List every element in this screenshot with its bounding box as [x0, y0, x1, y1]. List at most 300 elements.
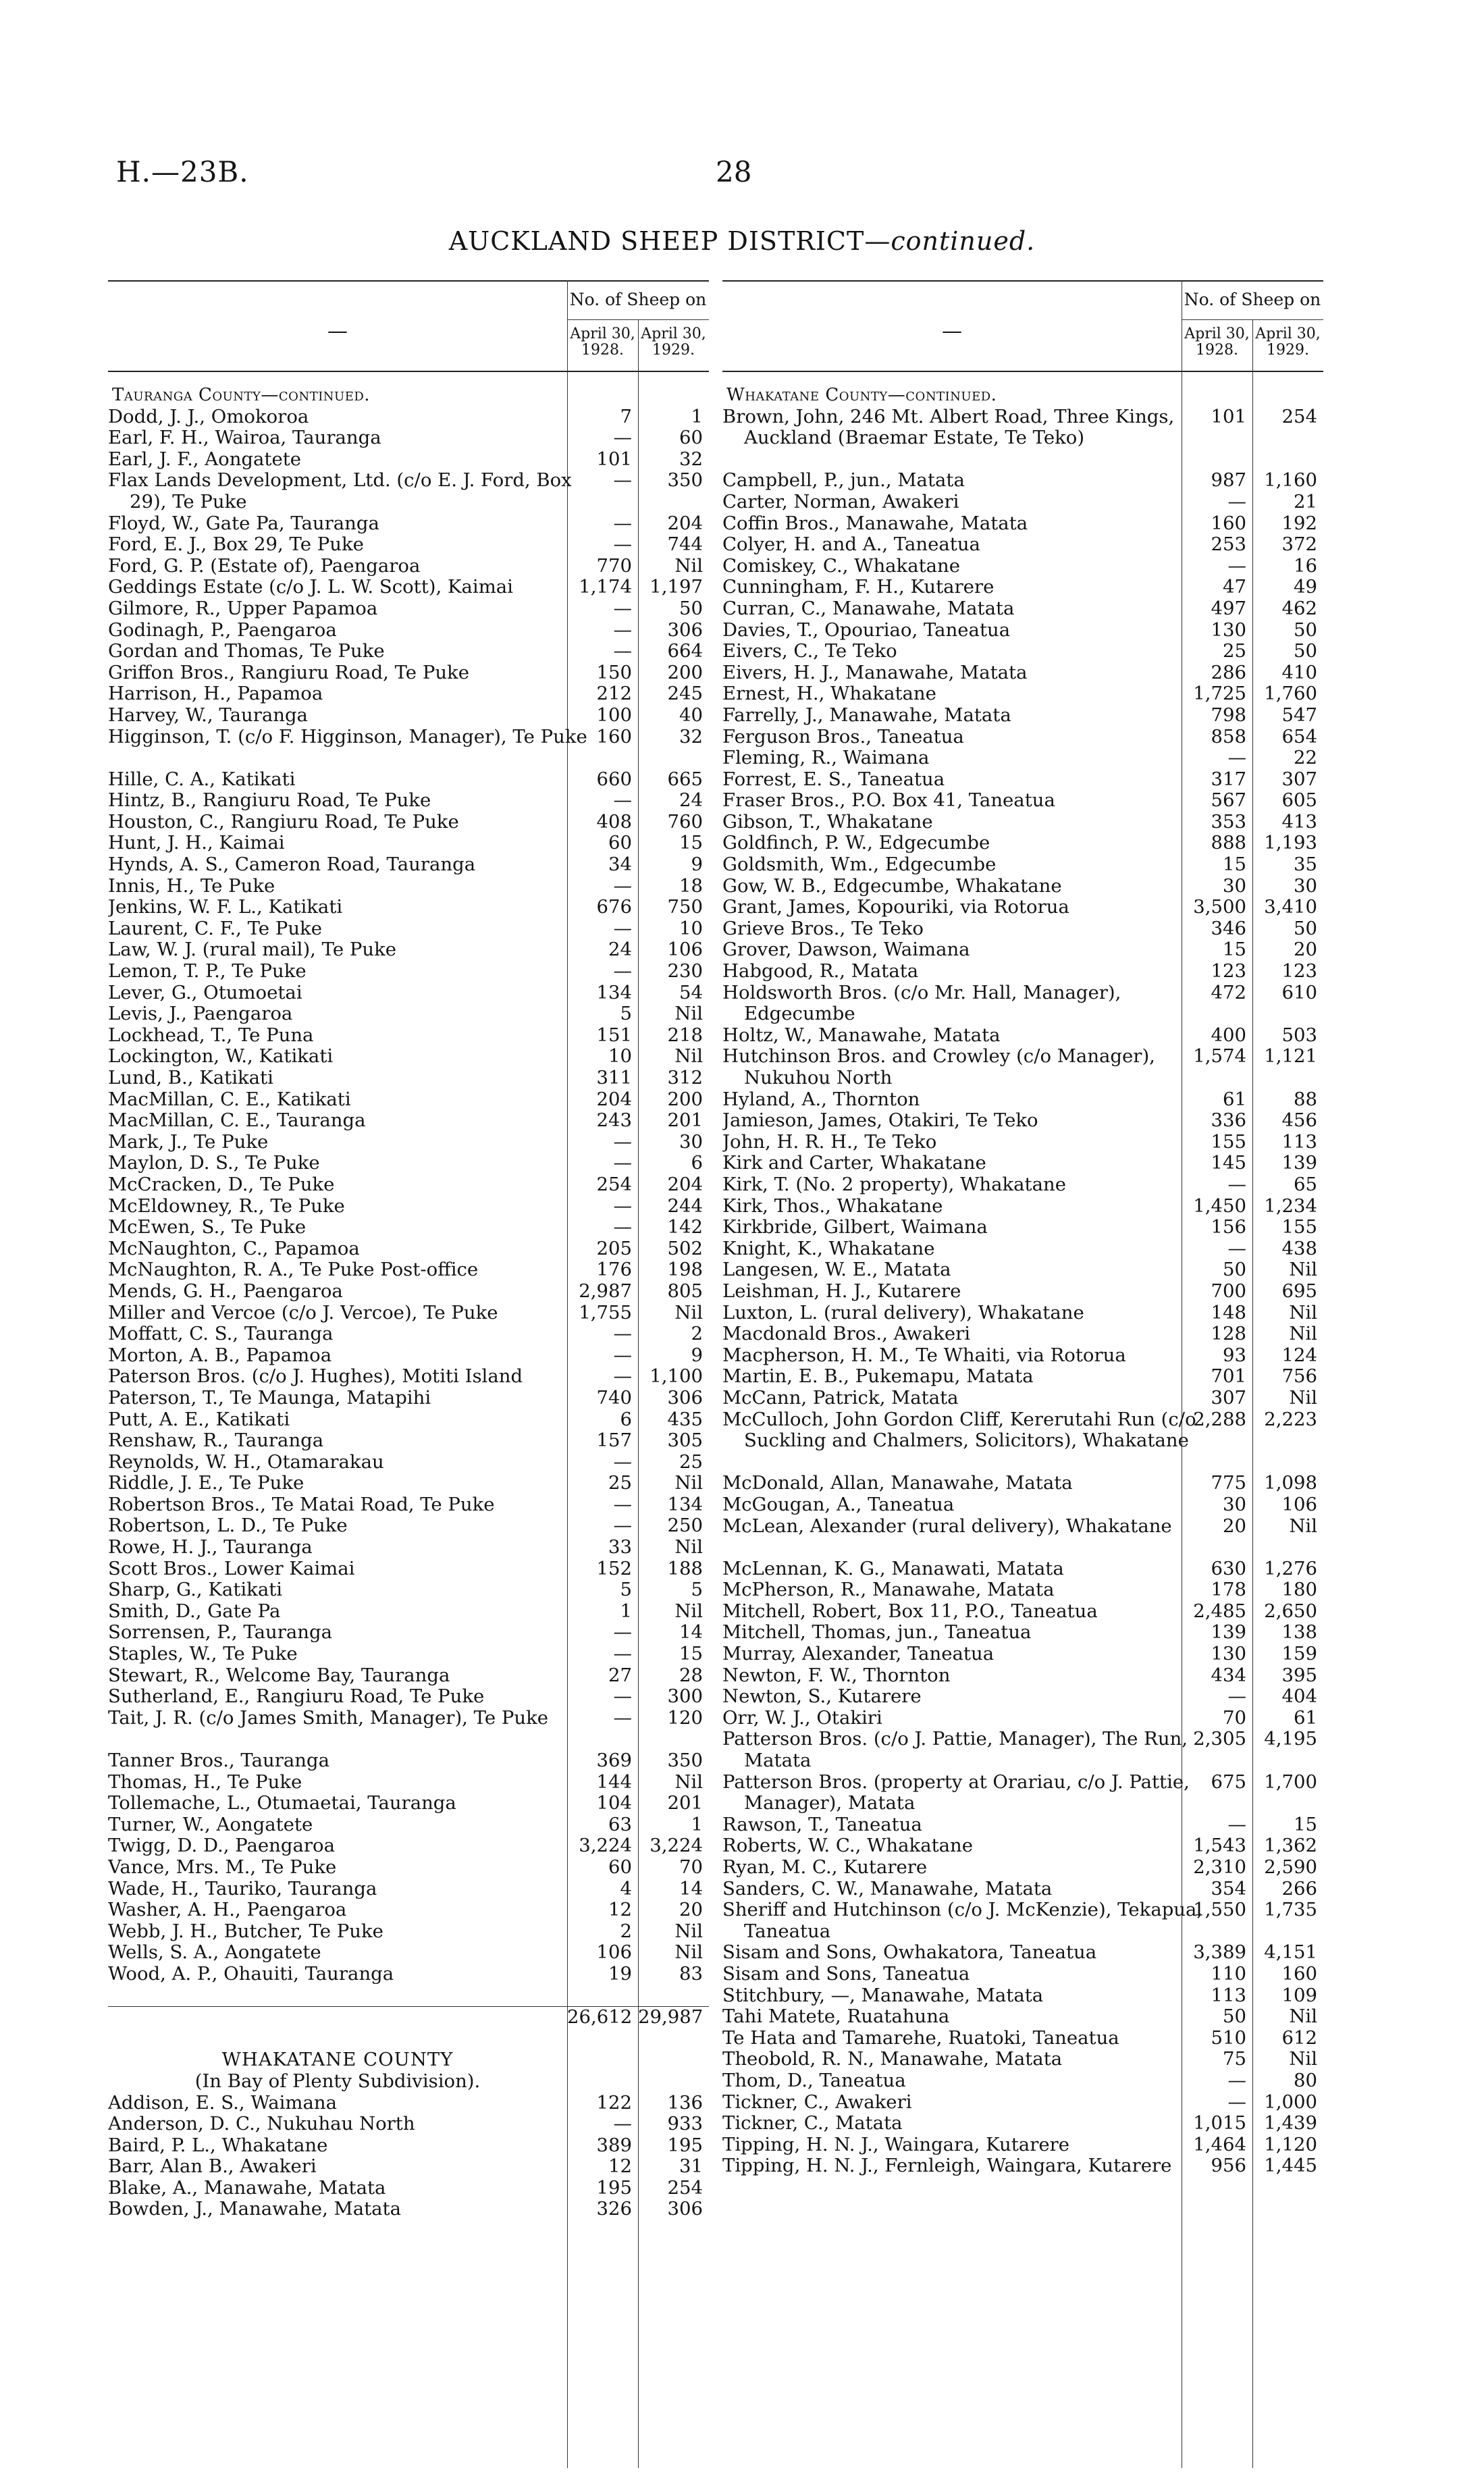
- sheep-1929: 502: [667, 1237, 703, 1259]
- table-row: [108, 1046, 709, 1068]
- owner-name: McDonald, Allan, Manawahe, Matata: [722, 1473, 1073, 1494]
- sheep-1929: 1,120: [1264, 2133, 1317, 2155]
- sheep-1929: 136: [667, 2091, 703, 2114]
- table-row: [108, 812, 709, 833]
- sheep-1929: 750: [667, 896, 703, 918]
- sheep-1929: 435: [667, 1408, 703, 1430]
- sheep-1929: 3,410: [1264, 896, 1317, 918]
- owner-name: Mark, J., Te Puke: [108, 1131, 269, 1153]
- sheep-1928: —: [613, 427, 632, 449]
- owner-name: Macpherson, H. M., Te Whaiti, via Rotorua: [722, 1344, 1126, 1366]
- table-row: [108, 1835, 709, 1857]
- table-row: [108, 683, 709, 705]
- table-row: [108, 1068, 709, 1089]
- table-row: [722, 833, 1323, 854]
- owner-name: Kirk, Thos., Whakatane: [722, 1195, 943, 1217]
- sheep-1928: 775: [1211, 1472, 1246, 1494]
- sheep-1929: 50: [1294, 640, 1317, 662]
- table-row: [108, 1494, 709, 1516]
- owner-name: Gilmore, R., Upper Papamoa: [108, 598, 378, 619]
- owner-name: Godinagh, P., Paengaroa: [108, 619, 337, 641]
- sheep-1928: 100: [596, 704, 632, 726]
- note-row: [108, 2071, 709, 2093]
- sheep-1929: Nil: [1289, 2006, 1317, 2028]
- sheep-1929: Nil: [1289, 1301, 1317, 1324]
- sheep-1928: —: [613, 1152, 632, 1174]
- sheep-1928: 1,450: [1193, 1195, 1246, 1217]
- table-row: [108, 1857, 709, 1879]
- sheep-1929: 605: [1281, 789, 1317, 812]
- sheep-1929: 305: [667, 1430, 703, 1452]
- table-row: [108, 1622, 709, 1644]
- sheep-1929: 32: [679, 725, 703, 748]
- table-row: [108, 2135, 709, 2157]
- sheep-1929: Nil: [674, 554, 703, 577]
- sheep-1928: 60: [608, 832, 632, 854]
- sheep-1928: 212: [596, 683, 632, 705]
- sheep-count-group-header: No. of Sheep on: [569, 290, 707, 309]
- owner-name: Cunningham, F. H., Kutarere: [722, 577, 995, 598]
- sheep-1929: 22: [1294, 747, 1317, 769]
- sheep-1929: 306: [667, 619, 703, 641]
- sheep-1928: 7: [620, 405, 632, 427]
- table-row: [722, 1046, 1323, 1089]
- sheep-1929: Nil: [674, 1536, 703, 1558]
- owner-name: Ford, G. P. (Estate of), Paengaroa: [108, 555, 421, 577]
- sheep-1928: 60: [608, 1856, 632, 1878]
- table-row: [108, 556, 709, 577]
- sheep-1929: 138: [1281, 1621, 1317, 1644]
- sheep-1929: 35: [1294, 854, 1317, 876]
- sheep-1928: 675: [1211, 1771, 1246, 1793]
- sheep-1929: 933: [667, 2113, 703, 2135]
- sheep-1928: 101: [1211, 405, 1246, 427]
- sheep-1928: —: [1227, 1173, 1246, 1195]
- sheep-1929: 200: [667, 1088, 703, 1110]
- owner-name: Hutchinson Bros. and Crowley (c/o Manager), Nukuhou North: [722, 1046, 1155, 1089]
- owner-name: Addison, E. S., Waimana: [108, 2092, 338, 2114]
- sheep-1928: 286: [1211, 661, 1246, 683]
- sheep-1928: 2,485: [1193, 1600, 1246, 1622]
- sheep-1929: 159: [1281, 1643, 1317, 1665]
- table-row: [722, 876, 1323, 897]
- owner-name: Sharp, G., Katikati: [108, 1579, 283, 1601]
- sheep-1928: 888: [1211, 832, 1246, 854]
- table-row: [108, 897, 709, 918]
- sheep-1928: 151: [596, 1024, 632, 1046]
- sheep-1928: —: [613, 1130, 632, 1153]
- sheep-1929: 195: [667, 2134, 703, 2156]
- owner-name: McCulloch, John Gordon Cliff, Kererutahi Run (c/o Suckling and Chalmers, Solicitors), Whakatane: [722, 1409, 1196, 1452]
- sub-label: Whakatane County—continued.: [726, 385, 997, 405]
- sheep-1929: 254: [1281, 405, 1317, 427]
- owner-name: Higginson, T. (c/o F. Higginson, Manager), Te Puke: [108, 726, 587, 748]
- sheep-1928: 389: [596, 2134, 632, 2156]
- sheep-1928: 130: [1211, 1643, 1246, 1665]
- right-rows: [722, 385, 1323, 2199]
- sheep-1928: —: [1227, 1813, 1246, 1835]
- table-row: [108, 1537, 709, 1558]
- sheep-1928: 660: [596, 768, 632, 790]
- sheep-1928: 336: [1211, 1109, 1246, 1132]
- table-row: [722, 1366, 1323, 1388]
- table-row: [108, 641, 709, 662]
- owner-name: Robertson, L. D., Te Puke: [108, 1515, 348, 1537]
- sheep-1928: 1,725: [1193, 683, 1246, 705]
- sheep-1928: 157: [596, 1430, 632, 1452]
- sheep-1928: —: [613, 1365, 632, 1388]
- table-row: [722, 812, 1323, 833]
- table-row: [722, 1303, 1323, 1324]
- owner-name: Staples, W., Te Puke: [108, 1644, 298, 1665]
- sheep-1928: 1,550: [1193, 1899, 1246, 1921]
- sheep-1928: 144: [596, 1771, 632, 1793]
- owner-name: Thom, D., Taneatua: [722, 2070, 906, 2091]
- owner-name: Eivers, C., Te Teko: [722, 641, 897, 662]
- sheep-1929: 695: [1281, 1280, 1317, 1302]
- sheep-1928: 408: [596, 810, 632, 833]
- sheep-1928: 311: [596, 1067, 632, 1089]
- owner-name: Earl, F. H., Wairoa, Tauranga: [108, 427, 381, 449]
- sheep-1929: 1,445: [1264, 2155, 1317, 2177]
- sheep-1928: 354: [1211, 1877, 1246, 1900]
- sheep-1928: —: [1227, 554, 1246, 577]
- sheep-1929: 113: [1281, 1130, 1317, 1153]
- sheep-1928: 2,288: [1193, 1408, 1246, 1430]
- table-row: [108, 1132, 709, 1153]
- owner-name: Ryan, M. C., Kutarere: [722, 1857, 928, 1878]
- sheep-1929: Nil: [674, 1600, 703, 1622]
- owner-name: Renshaw, R., Tauranga: [108, 1430, 324, 1452]
- sheep-1928: 701: [1211, 1365, 1246, 1388]
- sheep-1928: —: [613, 1621, 632, 1644]
- sheep-1929: 395: [1281, 1664, 1317, 1686]
- sheep-1929: Nil: [1289, 1515, 1317, 1537]
- sheep-1928: 26,612: [567, 2006, 633, 2028]
- owner-name: Patterson Bros. (c/o J. Pattie, Manager), The Run, Matata: [722, 1729, 1188, 1772]
- owner-name: Carter, Norman, Awakeri: [722, 491, 959, 513]
- table-row: [108, 1473, 709, 1494]
- owner-name: Vance, Mrs. M., Te Puke: [108, 1856, 337, 1878]
- sheep-1929: Nil: [1289, 1323, 1317, 1345]
- owner-name: MacMillan, C. E., Tauranga: [108, 1110, 366, 1132]
- table-row: [108, 1153, 709, 1174]
- sheep-1928: 798: [1211, 704, 1246, 726]
- header-bottom-rule: [108, 371, 709, 372]
- sheep-1929: 2,650: [1264, 1600, 1317, 1622]
- table-row: [108, 833, 709, 854]
- bighead-row: [108, 2049, 709, 2071]
- sheep-1929: 413: [1281, 810, 1317, 833]
- sheep-1929: 218: [667, 1024, 703, 1046]
- table-row: [108, 1879, 709, 1900]
- table-row: [108, 1110, 709, 1132]
- sheep-1929: 1,735: [1264, 1899, 1317, 1921]
- owner-name: Turner, W., Aongatete: [108, 1814, 313, 1835]
- table-row: [108, 727, 709, 769]
- table-header: [108, 280, 709, 371]
- sheep-1928: 400: [1211, 1024, 1246, 1046]
- table-row: [722, 1857, 1323, 1879]
- table-row: [722, 1900, 1323, 1942]
- owner-name: Thomas, H., Te Puke: [108, 1771, 302, 1793]
- owner-name: Geddings Estate (c/o J. L. W. Scott), Kaimai: [108, 577, 513, 598]
- table-row: [722, 918, 1323, 940]
- sheep-1928: —: [613, 597, 632, 619]
- sheep-1929: 134: [667, 1493, 703, 1515]
- table-row: [108, 513, 709, 535]
- bighead-label: WHAKATANE COUNTY: [221, 2049, 454, 2071]
- sheep-1928: 152: [596, 1557, 632, 1579]
- table-row: [722, 705, 1323, 727]
- owner-name: Hyland, A., Thornton: [722, 1089, 920, 1110]
- table-row: [722, 961, 1323, 983]
- table-row: [108, 705, 709, 727]
- owner-name: Langesen, W. E., Matata: [722, 1259, 951, 1281]
- owner-name: Levis, J., Paengaroa: [108, 1003, 293, 1025]
- sheep-1929: 109: [1281, 1984, 1317, 2006]
- sheep-1928: 5: [620, 1579, 632, 1601]
- sheep-1928: 93: [1223, 1344, 1246, 1366]
- sheep-1928: 205: [596, 1237, 632, 1259]
- sheep-1928: 2,987: [579, 1280, 632, 1302]
- sheep-1928: 15: [1223, 939, 1246, 961]
- table-row: [108, 2156, 709, 2178]
- owner-name: Jamieson, James, Otakiri, Te Teko: [722, 1110, 1038, 1132]
- owner-name: Campbell, P., jun., Matata: [722, 470, 965, 492]
- table-row: [108, 598, 709, 620]
- sheep-1928: 19: [608, 1962, 632, 1985]
- sheep-1929: 50: [679, 597, 703, 619]
- sheep-1928: 101: [596, 448, 632, 470]
- sheep-1929: Nil: [674, 1920, 703, 1942]
- sheep-1929: 188: [667, 1557, 703, 1579]
- sheep-1929: 1,121: [1264, 1045, 1317, 1068]
- sheep-1928: 33: [608, 1536, 632, 1558]
- table-row: [722, 1516, 1323, 1558]
- table-row: [722, 1110, 1323, 1132]
- sheep-1928: 1,015: [1193, 2112, 1246, 2134]
- sheep-1929: 350: [667, 469, 703, 492]
- owner-name: Gibson, T., Whakatane: [722, 811, 933, 833]
- sheep-1928: 27: [608, 1664, 632, 1686]
- sheep-1928: 5: [620, 1003, 632, 1025]
- owner-name: McNaughton, C., Papamoa: [108, 1238, 360, 1259]
- note-label: (In Bay of Plenty Subdivision).: [194, 2070, 481, 2092]
- table-row: [722, 1814, 1323, 1836]
- owner-name: Mitchell, Robert, Box 11, P.O., Taneatua: [722, 1600, 1098, 1622]
- owner-name: John, H. R. H., Te Teko: [722, 1131, 937, 1153]
- owner-name: Gordan and Thomas, Te Puke: [108, 641, 385, 662]
- sheep-1928: —: [613, 960, 632, 983]
- owner-name: Tait, J. R. (c/o James Smith, Manager), Te Puke: [108, 1707, 549, 1729]
- table-row: [108, 407, 709, 428]
- sheep-1928: 307: [1211, 1386, 1246, 1409]
- owner-name: Knight, K., Whakatane: [722, 1238, 935, 1259]
- owner-name: McEldowney, R., Te Puke: [108, 1195, 345, 1217]
- table-row: [722, 2092, 1323, 2114]
- owner-name: Floyd, W., Gate Pa, Tauranga: [108, 513, 379, 534]
- sheep-1929: 70: [679, 1856, 703, 1878]
- sheep-1929: 15: [679, 832, 703, 854]
- owner-name: Patterson Bros. (property at Orariau, c/o J. Pattie, Manager), Matata: [722, 1771, 1190, 1814]
- table-row: [722, 1879, 1323, 1900]
- table-row: [108, 1452, 709, 1473]
- owner-name: Flax Lands Development, Ltd. (c/o E. J. Ford, Box 29), Te Puke: [108, 470, 572, 513]
- table-row: [108, 2199, 709, 2220]
- owner-name: Lund, B., Katikati: [108, 1068, 273, 1089]
- sheep-1929: 9: [691, 1344, 703, 1366]
- sub-row: [722, 385, 1323, 407]
- sheep-1929: 1,760: [1264, 683, 1317, 705]
- owner-name: Miller and Vercoe (c/o J. Vercoe), Te Puke: [108, 1302, 498, 1324]
- table-row: [108, 1900, 709, 1921]
- owner-name: Sheriff and Hutchinson (c/o J. McKenzie), Tekapua, Taneatua: [722, 1900, 1203, 1942]
- sheep-1928: 12: [608, 1899, 632, 1921]
- table-row: [722, 1345, 1323, 1367]
- table-row: [722, 1409, 1323, 1473]
- sheep-1929: 15: [1294, 1813, 1317, 1835]
- sheep-1928: 145: [1211, 1152, 1246, 1174]
- table-row: [108, 1665, 709, 1687]
- table-row: [108, 1644, 709, 1665]
- table-row: [108, 1772, 709, 1793]
- sheep-1929: 24: [679, 789, 703, 812]
- table-row: [722, 2134, 1323, 2156]
- page-title: [0, 226, 1484, 256]
- sheep-1929: 1: [691, 1813, 703, 1835]
- owner-name: Sorrensen, P., Tauranga: [108, 1622, 332, 1644]
- owner-name: Newton, S., Kutarere: [722, 1686, 922, 1708]
- table-row: [108, 1814, 709, 1836]
- owner-name: McGougan, A., Taneatua: [722, 1494, 955, 1515]
- sheep-1928: —: [613, 1216, 632, 1238]
- owner-name: Reynolds, W. H., Otamarakau: [108, 1451, 384, 1473]
- sheep-1928: —: [613, 1344, 632, 1366]
- sheep-1928: 134: [596, 981, 632, 1003]
- sheep-1928: 510: [1211, 2026, 1246, 2049]
- table-row: [722, 641, 1323, 662]
- table-row: [108, 1601, 709, 1623]
- owner-name: Rawson, T., Taneatua: [722, 1814, 922, 1835]
- sheep-1928: 61: [1223, 1088, 1246, 1110]
- owner-name: Farrelly, J., Manawahe, Matata: [722, 704, 1011, 726]
- table-row: [108, 662, 709, 684]
- sheep-1929: 805: [667, 1280, 703, 1302]
- sheep-1928: 25: [1223, 640, 1246, 662]
- table-row: [722, 2155, 1323, 2198]
- table-row: [722, 1964, 1323, 1985]
- sheep-1929: 456: [1281, 1109, 1317, 1132]
- sheep-1928: 630: [1211, 1557, 1246, 1579]
- sheep-1929: 139: [1281, 1152, 1317, 1174]
- owner-name: Mends, G. H., Paengaroa: [108, 1280, 343, 1302]
- sheep-1929: 312: [667, 1067, 703, 1089]
- table-row: [722, 407, 1323, 471]
- owner-name: Ford, E. J., Box 29, Te Puke: [108, 534, 364, 556]
- total-row: [108, 2006, 709, 2028]
- table-row: [722, 854, 1323, 876]
- sheep-1928: 195: [596, 2176, 632, 2199]
- owner-name: Martin, E. B., Pukemapu, Matata: [722, 1366, 1034, 1388]
- sheep-1929: 2: [691, 1323, 703, 1345]
- sheep-1928: —: [613, 1643, 632, 1665]
- table-row: [722, 1196, 1323, 1217]
- table-row: [722, 1579, 1323, 1601]
- sheep-1929: 40: [679, 704, 703, 726]
- owner-name: Smith, D., Gate Pa: [108, 1600, 281, 1622]
- sheep-1929: 664: [667, 640, 703, 662]
- table-row: [722, 1217, 1323, 1238]
- table-row: [108, 1259, 709, 1281]
- sheep-1929: 1,700: [1264, 1771, 1317, 1793]
- table-row: [108, 1003, 709, 1025]
- table-row: [722, 727, 1323, 748]
- column-header-1929: April 30, 1929.: [641, 325, 706, 359]
- owner-name: McPherson, R., Manawahe, Matata: [722, 1579, 1055, 1601]
- sheep-1928: 150: [596, 661, 632, 683]
- sheep-1929: 32: [679, 448, 703, 470]
- owner-name: Wood, A. P., Ohauiti, Tauranga: [108, 1963, 394, 1985]
- table-row: [722, 1622, 1323, 1644]
- sheep-1928: 3,224: [579, 1835, 632, 1857]
- owner-name: Hunt, J. H., Kaimai: [108, 833, 285, 854]
- owner-name: Sanders, C. W., Manawahe, Matata: [722, 1878, 1053, 1900]
- table-row: [108, 983, 709, 1004]
- sub-label: Tauranga County—continued.: [112, 385, 371, 405]
- sheep-1929: 50: [1294, 917, 1317, 939]
- table-row: [722, 1494, 1323, 1516]
- owner-name: McCann, Patrick, Matata: [722, 1387, 959, 1409]
- sheep-1929: Nil: [674, 1045, 703, 1068]
- sheep-1928: 24: [608, 939, 632, 961]
- table-row: [108, 1324, 709, 1345]
- table-row: [108, 2093, 709, 2114]
- table-header: [722, 280, 1323, 371]
- sheep-1929: 201: [667, 1792, 703, 1814]
- sheep-1928: 1,174: [579, 576, 632, 598]
- table-row: [722, 1644, 1323, 1665]
- owner-name: Tipping, H. N. J., Fernleigh, Waingara, Kutarere: [722, 2155, 1172, 2177]
- sheep-1928: —: [613, 1450, 632, 1473]
- sheep-1928: 30: [1223, 1493, 1246, 1515]
- owner-name: Curran, C., Manawahe, Matata: [722, 598, 1015, 619]
- sheep-1928: 50: [1223, 1259, 1246, 1281]
- sheep-1929: 25: [679, 1450, 703, 1473]
- table-row: [722, 1473, 1323, 1494]
- sheep-1928: 1,755: [579, 1301, 632, 1324]
- owner-name: Lockington, W., Katikati: [108, 1046, 334, 1068]
- sheep-1928: —: [613, 2113, 632, 2135]
- sheep-1928: 20: [1223, 1515, 1246, 1537]
- table-row: [722, 2070, 1323, 2092]
- sheep-1929: 1,439: [1264, 2112, 1317, 2134]
- table-row: [722, 1772, 1323, 1814]
- owner-name: Newton, F. W., Thornton: [722, 1665, 951, 1686]
- table-row: [722, 1025, 1323, 1047]
- table-row: [722, 748, 1323, 769]
- sheep-1929: 20: [1294, 939, 1317, 961]
- sheep-1929: 120: [667, 1706, 703, 1729]
- table-row: [108, 1281, 709, 1303]
- sheep-1929: 200: [667, 661, 703, 683]
- owner-name: Orr, W. J., Otakiri: [722, 1707, 882, 1729]
- sheep-1928: 6: [620, 1408, 632, 1430]
- owner-name: Tahi Matete, Ruatahuna: [722, 2006, 950, 2028]
- sheep-1929: 610: [1281, 981, 1317, 1003]
- sheep-1929: 612: [1281, 2026, 1317, 2049]
- table-row: [108, 2114, 709, 2135]
